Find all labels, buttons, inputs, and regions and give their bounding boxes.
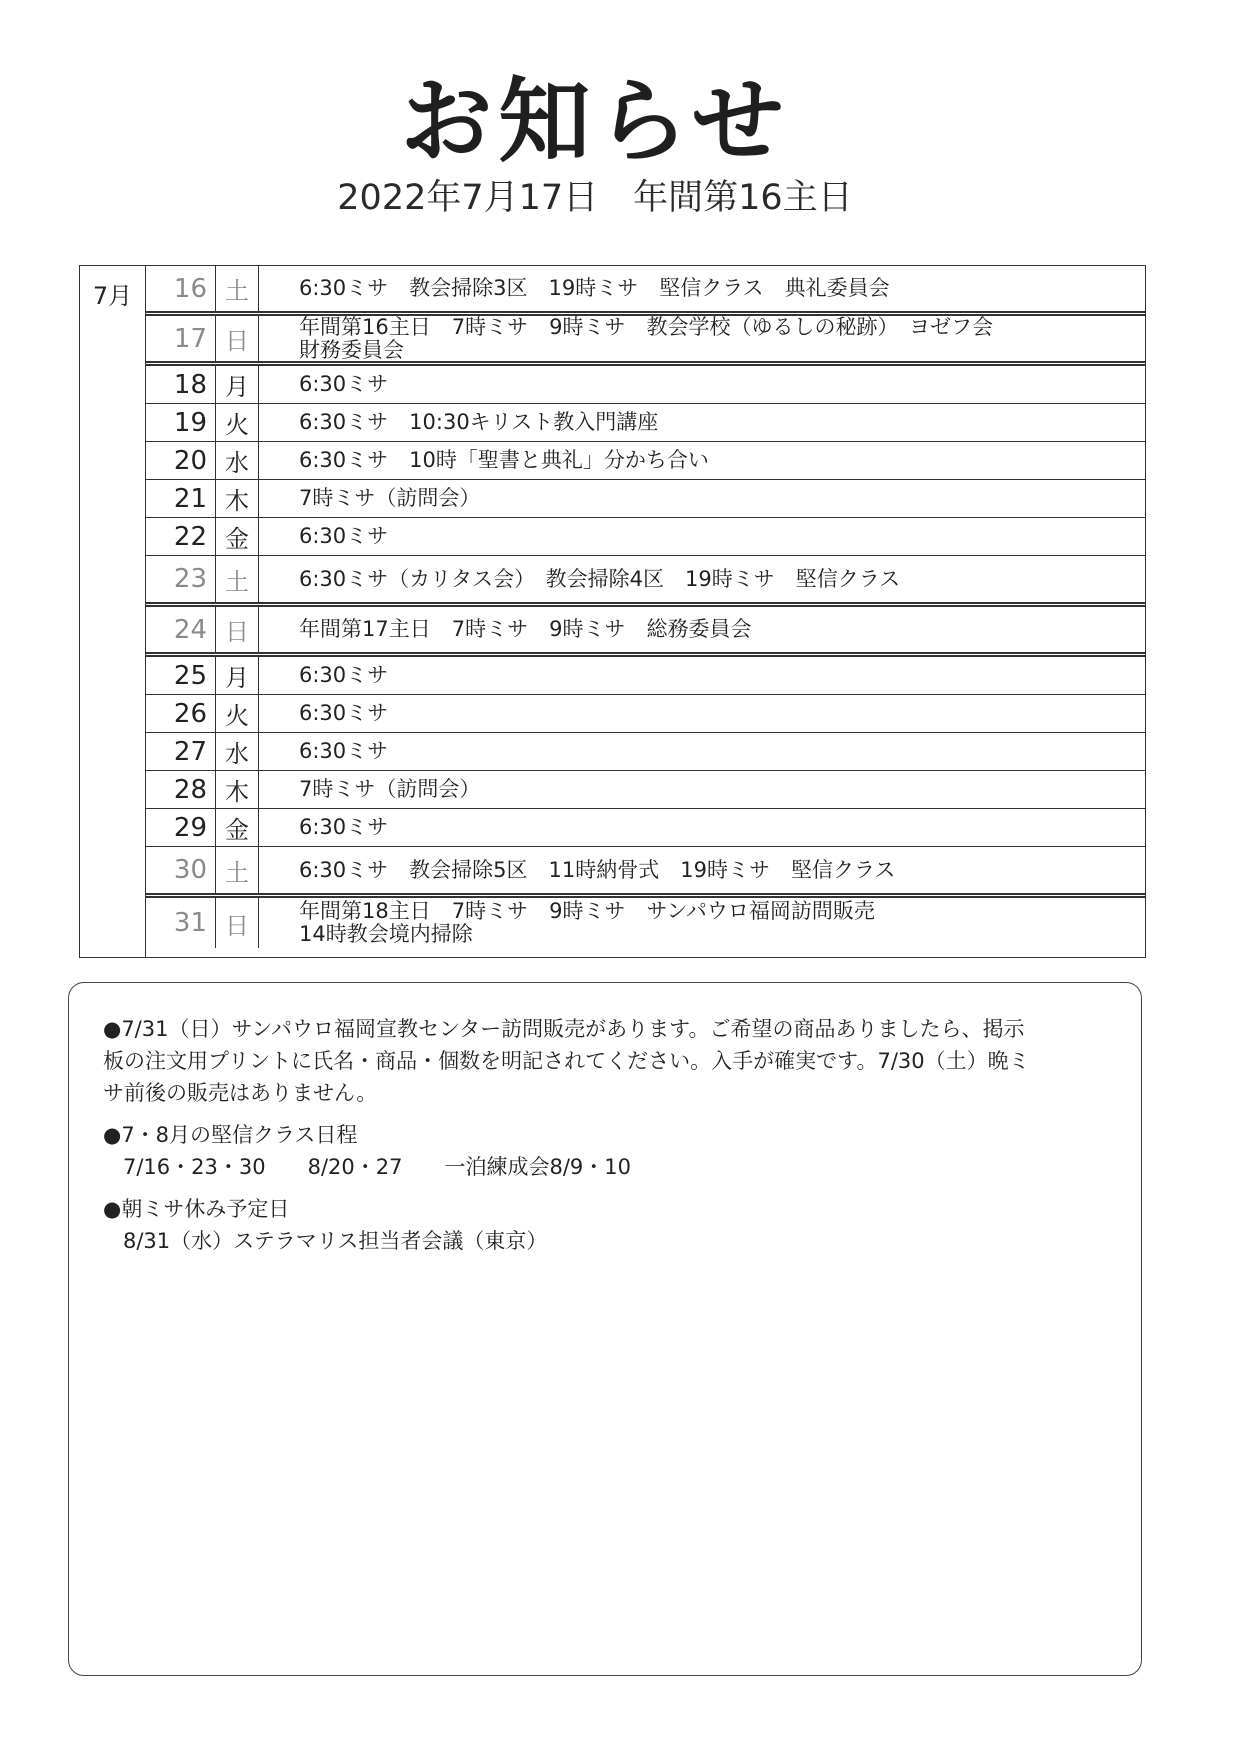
events-cell bbox=[259, 266, 1145, 311]
schedule-row bbox=[146, 733, 1145, 771]
page-subtitle: 2022年7月17日 年間第16主日 bbox=[337, 178, 853, 218]
date-cell: 29 bbox=[146, 809, 216, 846]
weekday-cell: 金 bbox=[216, 518, 259, 555]
schedule-row bbox=[146, 316, 1145, 366]
events-cell bbox=[259, 404, 1145, 441]
weekday-cell: 土 bbox=[216, 266, 259, 311]
weekday-cell: 木 bbox=[216, 480, 259, 517]
event-line: 6:30ミサ（カリタス会） 教会掃除4区 19時ミサ 堅信クラス bbox=[299, 566, 901, 591]
notice-sales-line: ●7/31（日）サンパウロ福岡宣教センター訪問販売があります。ご希望の商品ありましたら、掲示 bbox=[103, 1017, 1025, 1041]
weekday-cell: 月 bbox=[216, 657, 259, 694]
schedule-row bbox=[146, 657, 1145, 695]
date-cell: 20 bbox=[146, 442, 216, 479]
event-line: 年間第17主日 7時ミサ 9時ミサ 総務委員会 bbox=[299, 617, 752, 641]
date-cell: 31 bbox=[146, 898, 216, 948]
notice-heading: ●朝ミサ休み予定日 bbox=[103, 1197, 290, 1221]
page-title: お知らせ bbox=[400, 68, 790, 175]
schedule-row bbox=[146, 607, 1145, 657]
events-cell bbox=[259, 607, 1145, 652]
weekday-cell: 土 bbox=[216, 556, 259, 602]
event-line: 6:30ミサ 10時「聖書と典礼」分かち合い bbox=[299, 448, 709, 472]
notice-box bbox=[68, 982, 1142, 1676]
weekday-cell: 水 bbox=[216, 733, 259, 770]
date-cell: 17 bbox=[146, 316, 216, 361]
month-label: 7月 bbox=[92, 282, 133, 310]
event-line: 6:30ミサ bbox=[299, 372, 389, 396]
event-line: 7時ミサ（訪問会） bbox=[299, 486, 481, 510]
event-line: 6:30ミサ 10:30キリスト教入門講座 bbox=[299, 410, 659, 434]
schedule-row bbox=[146, 809, 1145, 847]
events-cell bbox=[259, 809, 1145, 846]
date-cell: 30 bbox=[146, 847, 216, 893]
date-cell: 28 bbox=[146, 771, 216, 808]
notice-body: 8/31（水）ステラマリス担当者会議（東京） bbox=[123, 1229, 548, 1253]
weekday-cell: 月 bbox=[216, 366, 259, 403]
schedule-row bbox=[146, 266, 1145, 316]
date-cell: 21 bbox=[146, 480, 216, 517]
weekday-cell: 日 bbox=[216, 898, 259, 948]
event-line: 6:30ミサ bbox=[299, 524, 389, 548]
date-cell: 22 bbox=[146, 518, 216, 555]
events-cell bbox=[259, 366, 1145, 403]
event-line: 6:30ミサ bbox=[299, 701, 389, 725]
schedule-row bbox=[146, 898, 1145, 948]
weekday-cell: 火 bbox=[216, 695, 259, 732]
weekday-cell: 土 bbox=[216, 847, 259, 893]
event-line: 6:30ミサ 教会掃除3区 19時ミサ 堅信クラス 典礼委員会 bbox=[299, 276, 890, 300]
date-cell: 19 bbox=[146, 404, 216, 441]
date-cell: 23 bbox=[146, 556, 216, 602]
weekday-cell: 日 bbox=[216, 607, 259, 652]
events-cell bbox=[259, 771, 1145, 808]
event-line: 6:30ミサ bbox=[299, 739, 389, 763]
schedule-row bbox=[146, 404, 1145, 442]
date-cell: 27 bbox=[146, 733, 216, 770]
schedule-row bbox=[146, 695, 1145, 733]
notice-sales bbox=[103, 1013, 1111, 1109]
weekday-cell: 金 bbox=[216, 809, 259, 846]
schedule-row bbox=[146, 771, 1145, 809]
weekday-cell: 日 bbox=[216, 316, 259, 361]
event-line: 6:30ミサ 教会掃除5区 11時納骨式 19時ミサ 堅信クラス bbox=[299, 857, 896, 882]
date-cell: 16 bbox=[146, 266, 216, 311]
weekday-cell: 火 bbox=[216, 404, 259, 441]
weekday-cell: 水 bbox=[216, 442, 259, 479]
notice-sales-line: 板の注文用プリントに氏名・商品・個数を明記されてください。入手が確実です。7/30（土）晩ミ bbox=[103, 1049, 1030, 1073]
event-line: 年間第16主日 7時ミサ 9時ミサ 教会学校（ゆるしの秘跡） ヨゼフ会 bbox=[299, 314, 993, 339]
schedule-row bbox=[146, 442, 1145, 480]
event-line: 年間第18主日 7時ミサ 9時ミサ サンパウロ福岡訪問販売 bbox=[299, 899, 875, 923]
event-line: 6:30ミサ bbox=[299, 663, 389, 687]
schedule-row bbox=[146, 366, 1145, 404]
schedule-row bbox=[146, 518, 1145, 556]
schedule-row bbox=[146, 556, 1145, 607]
event-line: 14時教会境内掃除 bbox=[299, 922, 473, 946]
date-cell: 26 bbox=[146, 695, 216, 732]
events-cell bbox=[259, 847, 1145, 893]
schedule-row bbox=[146, 480, 1145, 518]
notice-confirmation-class bbox=[103, 1119, 1111, 1183]
events-cell bbox=[259, 442, 1145, 479]
schedule-row bbox=[146, 847, 1145, 898]
date-cell: 25 bbox=[146, 657, 216, 694]
schedule-table bbox=[79, 265, 1146, 958]
events-cell bbox=[259, 898, 1145, 948]
month-cell bbox=[80, 266, 146, 957]
date-cell: 24 bbox=[146, 607, 216, 652]
notice-body: 7/16・23・30 8/20・27 一泊練成会8/9・10 bbox=[123, 1155, 631, 1179]
event-line: 6:30ミサ bbox=[299, 815, 389, 839]
events-cell bbox=[259, 556, 1145, 602]
notice-heading: ●7・8月の堅信クラス日程 bbox=[103, 1123, 358, 1147]
events-cell bbox=[259, 733, 1145, 770]
events-cell bbox=[259, 518, 1145, 555]
events-cell bbox=[259, 480, 1145, 517]
date-cell: 18 bbox=[146, 366, 216, 403]
events-cell bbox=[259, 657, 1145, 694]
notice-mass-closure bbox=[103, 1193, 1111, 1257]
notice-sales-line: サ前後の販売はありません。 bbox=[103, 1081, 378, 1105]
event-line: 財務委員会 bbox=[299, 337, 404, 362]
events-cell bbox=[259, 316, 1145, 361]
events-cell bbox=[259, 695, 1145, 732]
weekday-cell: 木 bbox=[216, 771, 259, 808]
event-line: 7時ミサ（訪問会） bbox=[299, 777, 481, 801]
